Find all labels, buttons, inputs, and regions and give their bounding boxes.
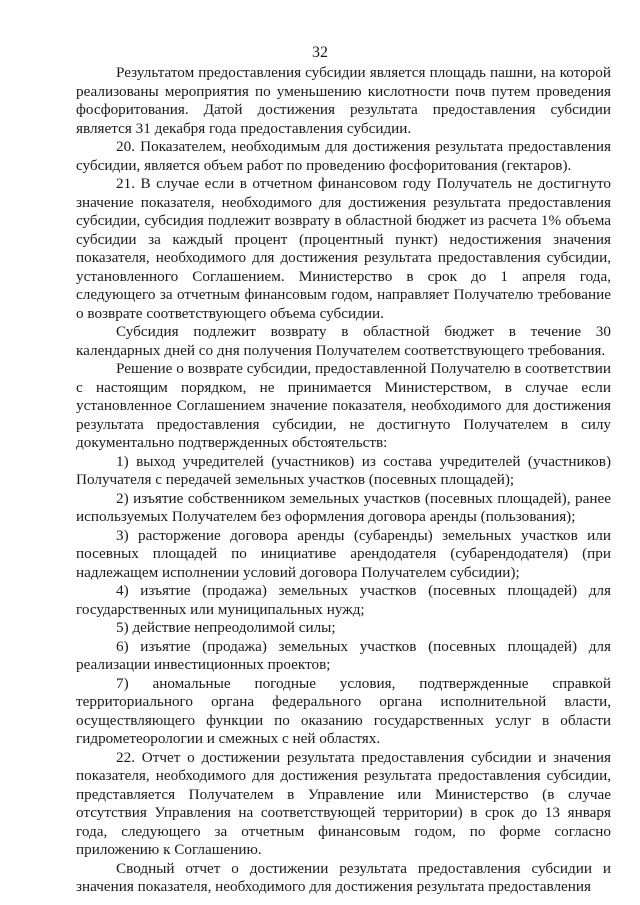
paragraph-result-definition: Результатом предоставления субсидии является площадь пашни, на которой реализованы мероприятия по уменьшению кислотности почв путем проведения фосфоритования. Датой достижения результата предоставления субсидии является 31 декабря года предоставления субсидии. [76,64,611,137]
list-item-2: 2) изъятие собственником земельных участков (посевных площадей), ранее используемых Получателем без оформления договора аренды (пользования); [76,489,611,525]
list-item-6: 6) изъятие (продажа) земельных участков (посевных площадей) для реализации инвестиционных проектов; [76,637,611,673]
paragraph-20-indicator: 20. Показателем, необходимым для достижения результата предоставления субсидии, является объем работ по проведению фосфоритования (гектаров). [76,138,611,174]
paragraph-21-refund: 21. В случае если в отчетном финансовом году Получатель не достигнуто значение показателя, необходимого для достижения результата предоставления субсидии, субсидия подлежит возврату в областной бюджет из расчета 1% объема субсидии за каждый процент (процентный пункт) недостижения значения показателя, необходимого для достижения результата предоставления субсидии, установленного Соглашением. Министерство в срок до 1 апреля года, следующего за отчетным финансовым годом, направляет Получателю требование о возврате соответствующего объема субсидии. [76,175,611,322]
list-item-7: 7) аномальные погодные условия, подтвержденные справкой территориального органа федерального органа исполнительной власти, осуществляющего функции по оказанию государственных услуг в области гидрометеорологии и смежных с ней областях. [76,674,611,747]
list-item-5: 5) действие непреодолимой силы; [116,619,336,636]
paragraph-22-report: 22. Отчет о достижении результата предоставления субсидии и значения показателя, необходимого для достижения результата предоставления субсидии, представляется Получателем в Управление или Министерство (в случае отсутствия Управления на соответствующей территории) в срок до 13 января года, следующего за отчетным финансовым годом, по форме согласно приложению к Соглашению. [76,748,611,858]
list-item-3: 3) расторжение договора аренды (субаренды) земельных участков или посевных площадей по инициативе арендодателя (субарендодателя) (при надлежащем исполнении условий договора Получателем субсидии); [76,526,611,581]
list-item-1: 1) выход учредителей (участников) из состава учредителей (участников) Получателя с передачей земельных участков (посевных площадей); [76,452,611,488]
paragraph-refund-term: Субсидия подлежит возврату в областной бюджет в течение 30 календарных дней со дня получения Получателем соответствующего требования. [76,323,611,359]
page-number: 32 [312,44,328,61]
paragraph-summary-report: Сводный отчет о достижении результата предоставления субсидии и значения показателя, необходимого для достижения результата предоставления [76,859,611,895]
document-body [76,64,611,897]
paragraph-refund-exceptions: Решение о возврате субсидии, предоставленной Получателю в соответствии с настоящим порядком, не принимается Министерством, в случае если установленное Соглашением значение показателя, необходимого для достижения результата предоставления субсидии, не достигнуто Получателем в силу документально подтвержденных обстоятельств: [76,360,611,451]
list-item-4: 4) изъятие (продажа) земельных участков (посевных площадей) для государственных или муниципальных нужд; [76,582,611,618]
